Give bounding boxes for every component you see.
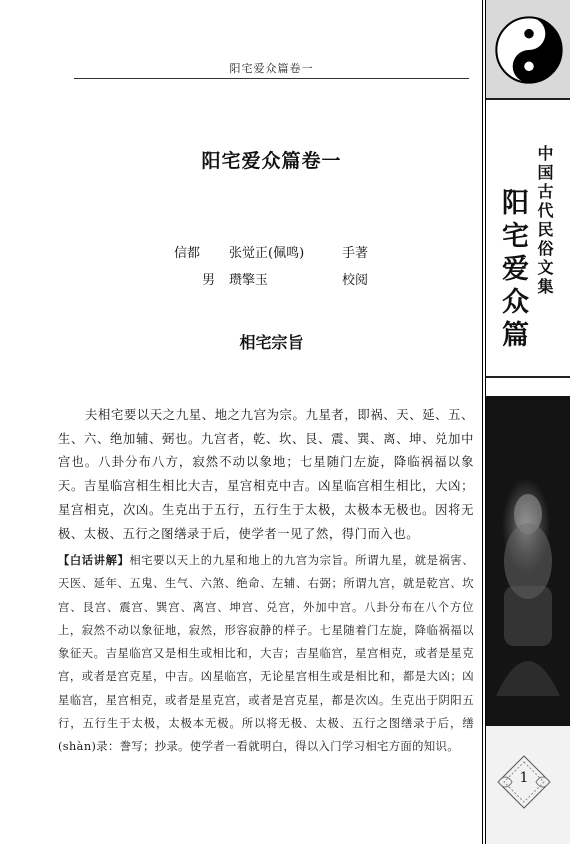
chapter-title: 阳宅爱众篇卷一 [201,150,342,172]
section-title: 相宅宗旨 [239,333,304,352]
main-text: 夫相宅要以天之九星、地之九宫为宗。九星者，即祸、天、延、五、生、六、绝加辅、弼也。九宫者，乾、坎、艮、震、巽、离、坤、兑加中宫也。八卦分布八方，寂然不动以象地；七星随门左旋，降临祸福以象天。吉星临宫相生相比大吉，星宫相克中吉。凶星临宫相生相比，大凶；星宫相克，次凶。生克出于五行，五行生于太极，太极本无极也。因将无极、太极、五行之图缮录于后，使学者一见了然，得门而入也。 [58,408,474,541]
statue-photo [486,396,570,726]
header-rule [74,78,469,79]
commentary-label: 【白话讲解】 [58,553,130,567]
commentary-text: 相宅要以天上的九星和地上的九宫为宗旨。所谓九星，就是祸害、天医、延年、五鬼、生气、六煞、绝命、左辅、右弼；所谓九宫，就是乾宫、坎宫、艮宫、震宫、巽宫、离宫、坤宫、兑宫，外加中宫。八卦分布在八个方位上，寂然不动以象征地，寂然，形容寂静的样子。七星随着门左旋，降临祸福以象征天。吉星临宫又是相生或相比和，大吉；吉星临宫，星宫相克，或者是星克宫，或者是宫克星，中吉。凶星临宫，无论星宫相生或是相比和，都是大凶；凶星临宫，星宫相克，或者是星克宫，或者是宫克星，都是次凶。生克出于阴阳五行，五行生于太极，太极本无极。所以将无极、太极、五行之图缮录于后，缮(shàn)录：誊写；抄录。使学者一看就明白，得以入门学习相宅方面的知识。 [58,554,475,754]
yin-yang-icon [495,16,563,84]
side-separator-top [486,98,570,100]
statue-silhouette [486,396,570,726]
page-number: 1 [519,770,529,786]
credit-origin: 男 [202,273,216,288]
credit-name: 张觉正(佩鸣) [229,246,305,261]
book-title: 阳宅爱众篇 [497,188,528,353]
credit-name: 瓒擎玉 [229,273,269,288]
credit-role: 手著 [342,246,369,261]
series-title: 中国古代民俗文集 [535,145,554,297]
commentary-paragraph [58,549,474,759]
running-head: 阳宅爱众篇卷一 [229,62,314,75]
page-number-ornament [492,752,556,812]
credit-origin: 信都 [174,246,201,261]
credit-role: 校阅 [342,273,369,288]
side-separator-mid [486,376,570,378]
